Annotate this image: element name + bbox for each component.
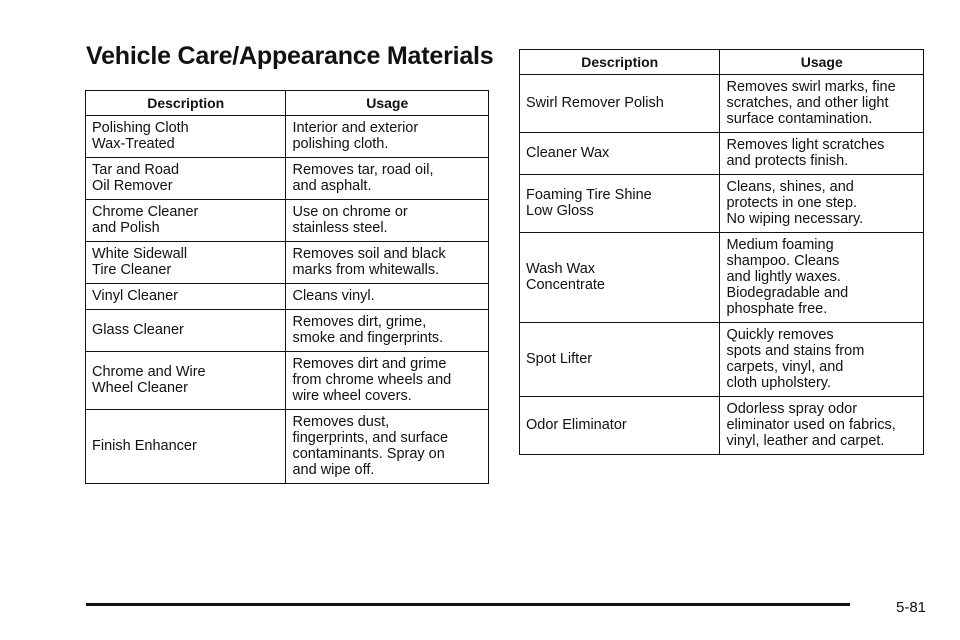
usage-cell: Medium foaming shampoo. Cleans and lightly waxes. Biodegradable and phosphate free.: [720, 233, 924, 323]
description-cell: Polishing Cloth Wax-Treated: [86, 116, 286, 158]
column-header-usage: Usage: [286, 91, 489, 116]
usage-cell: Removes dirt, grime, smoke and fingerprints.: [286, 310, 489, 352]
footer-rule: [86, 603, 850, 606]
description-cell: Chrome and Wire Wheel Cleaner: [86, 352, 286, 410]
usage-cell: Removes swirl marks, fine scratches, and other light surface contamination.: [720, 75, 924, 133]
description-cell: Finish Enhancer: [86, 410, 286, 484]
description-cell: Foaming Tire Shine Low Gloss: [520, 175, 720, 233]
usage-cell: Cleans, shines, and protects in one step. No wiping necessary.: [720, 175, 924, 233]
page-title: Vehicle Care/Appearance Materials: [86, 42, 494, 70]
usage-cell: Removes light scratches and protects finish.: [720, 133, 924, 175]
table-row: [520, 323, 924, 397]
care-materials-table-right: [519, 49, 924, 455]
usage-cell: Removes dust, fingerprints, and surface contaminants. Spray on and wipe off.: [286, 410, 489, 484]
table-row: [86, 158, 489, 200]
description-cell: Chrome Cleaner and Polish: [86, 200, 286, 242]
usage-cell: Use on chrome or stainless steel.: [286, 200, 489, 242]
table-row: [86, 116, 489, 158]
table-row: [520, 233, 924, 323]
table-row: [520, 133, 924, 175]
page-number: 5-81: [896, 599, 927, 616]
description-cell: Vinyl Cleaner: [86, 284, 286, 310]
description-cell: Odor Eliminator: [520, 397, 720, 455]
description-cell: Tar and Road Oil Remover: [86, 158, 286, 200]
table-row: [520, 397, 924, 455]
column-header-description: Description: [520, 50, 720, 75]
usage-cell: Removes dirt and grime from chrome wheels and wire wheel covers.: [286, 352, 489, 410]
table-row: [86, 242, 489, 284]
column-header-description: Description: [86, 91, 286, 116]
description-cell: White Sidewall Tire Cleaner: [86, 242, 286, 284]
usage-cell: Quickly removes spots and stains from carpets, vinyl, and cloth upholstery.: [720, 323, 924, 397]
usage-cell: Removes soil and black marks from whitewalls.: [286, 242, 489, 284]
table-row: [86, 284, 489, 310]
usage-cell: Cleans vinyl.: [286, 284, 489, 310]
description-cell: Spot Lifter: [520, 323, 720, 397]
column-header-usage: Usage: [720, 50, 924, 75]
table-row: [520, 175, 924, 233]
table-row: [86, 410, 489, 484]
table-header-row: [86, 91, 489, 116]
description-cell: Cleaner Wax: [520, 133, 720, 175]
usage-cell: Odorless spray odor eliminator used on fabrics, vinyl, leather and carpet.: [720, 397, 924, 455]
usage-cell: Removes tar, road oil, and asphalt.: [286, 158, 489, 200]
description-cell: Wash Wax Concentrate: [520, 233, 720, 323]
table-row: [520, 75, 924, 133]
usage-cell: Interior and exterior polishing cloth.: [286, 116, 489, 158]
table-row: [86, 352, 489, 410]
care-materials-table-left: [85, 90, 489, 484]
table-header-row: [520, 50, 924, 75]
description-cell: Swirl Remover Polish: [520, 75, 720, 133]
table-row: [86, 200, 489, 242]
description-cell: Glass Cleaner: [86, 310, 286, 352]
table-row: [86, 310, 489, 352]
